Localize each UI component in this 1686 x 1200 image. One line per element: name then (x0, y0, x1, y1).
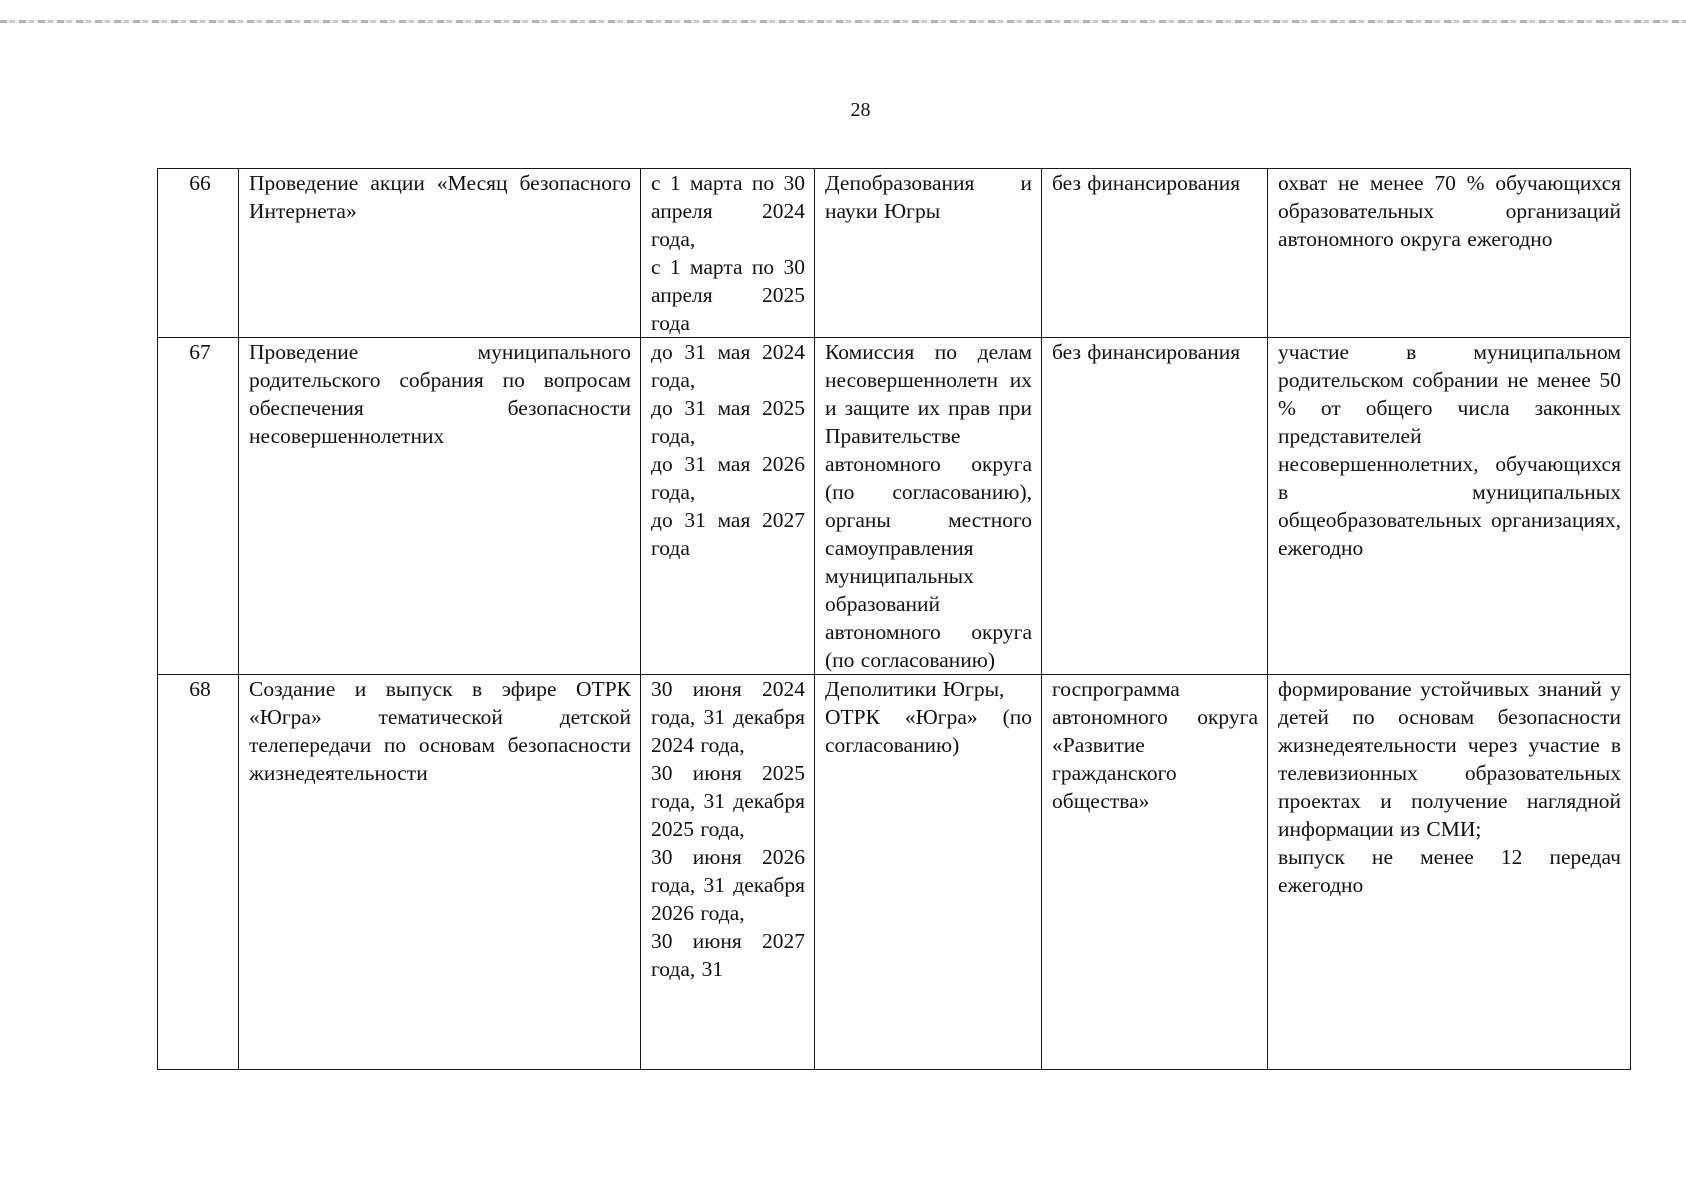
deadline-cell (641, 169, 815, 338)
responsible-line: Комиссия по делам несовершеннолетн их и защите их прав при Правительстве автономного округа (по согласованию), органы местного самоуправления муниципальных образований автономного округа (по согласованию) (825, 340, 1032, 672)
deadline-line: 30 июня 2027 года, 31 (651, 929, 805, 981)
event-cell: Проведение акции «Месяц безопасного Интернета» (239, 169, 641, 338)
financing-cell: госпрограмма автономного округа «Развитие гражданского общества» (1042, 675, 1268, 1070)
responsible-cell (815, 675, 1042, 1070)
responsible-line: ОТРК «Югра» (по согласованию) (825, 705, 1032, 757)
row-number: 68 (158, 675, 239, 1070)
deadline-line: 30 июня 2026 года, 31 декабря 2026 года, (651, 845, 805, 925)
responsible-line: Деполитики Югры, (825, 677, 1005, 701)
deadline-line: до 31 мая 2026 года, (651, 452, 805, 504)
measures-table (157, 168, 1631, 1070)
result-cell (1268, 675, 1631, 1070)
scan-edge (0, 20, 1686, 23)
deadline-line: до 31 мая 2025 года, (651, 396, 805, 448)
result-line: участие в муниципальном родительском собрании не менее 50 % от общего числа законных представителей несовершеннолетних, обучающихся в муниципальных общеобразовательных организациях, ежегодно (1278, 340, 1621, 560)
deadline-line: до 31 мая 2027 года (651, 508, 805, 560)
deadline-line: с 1 марта по 30 апреля 2024 года, (651, 171, 805, 251)
deadline-cell (641, 675, 815, 1070)
responsible-line: Депобразования и науки Югры (825, 171, 1032, 223)
result-cell (1268, 338, 1631, 675)
result-line: формирование устойчивых знаний у детей по основам безопасности жизнедеятельности через участие в телевизионных образовательных проектах и получение наглядной информации из СМИ; (1278, 677, 1621, 841)
deadline-line: до 31 мая 2024 года, (651, 340, 805, 392)
responsible-cell (815, 169, 1042, 338)
financing-cell: без финансирования (1042, 169, 1268, 338)
row-number: 66 (158, 169, 239, 338)
table-row (158, 675, 1631, 1070)
event-cell: Создание и выпуск в эфире ОТРК «Югра» тематической детской телепередачи по основам безопасности жизнедеятельности (239, 675, 641, 1070)
result-line: выпуск не менее 12 передач ежегодно (1278, 845, 1621, 897)
deadline-line: 30 июня 2025 года, 31 декабря 2025 года, (651, 761, 805, 841)
table-row (158, 169, 1631, 338)
result-line: охват не менее 70 % обучающихся образовательных организаций автономного округа ежегодно (1278, 171, 1621, 251)
result-cell (1268, 169, 1631, 338)
deadline-cell (641, 338, 815, 675)
deadline-line: 30 июня 2024 года, 31 декабря 2024 года, (651, 677, 805, 757)
deadline-line: с 1 марта по 30 апреля 2025 года (651, 255, 805, 335)
responsible-cell (815, 338, 1042, 675)
page-number: 28 (850, 99, 871, 121)
event-cell: Проведение муниципального родительского собрания по вопросам обеспечения безопасности несовершеннолетних (239, 338, 641, 675)
row-number: 67 (158, 338, 239, 675)
table-row (158, 338, 1631, 675)
financing-cell: без финансирования (1042, 338, 1268, 675)
